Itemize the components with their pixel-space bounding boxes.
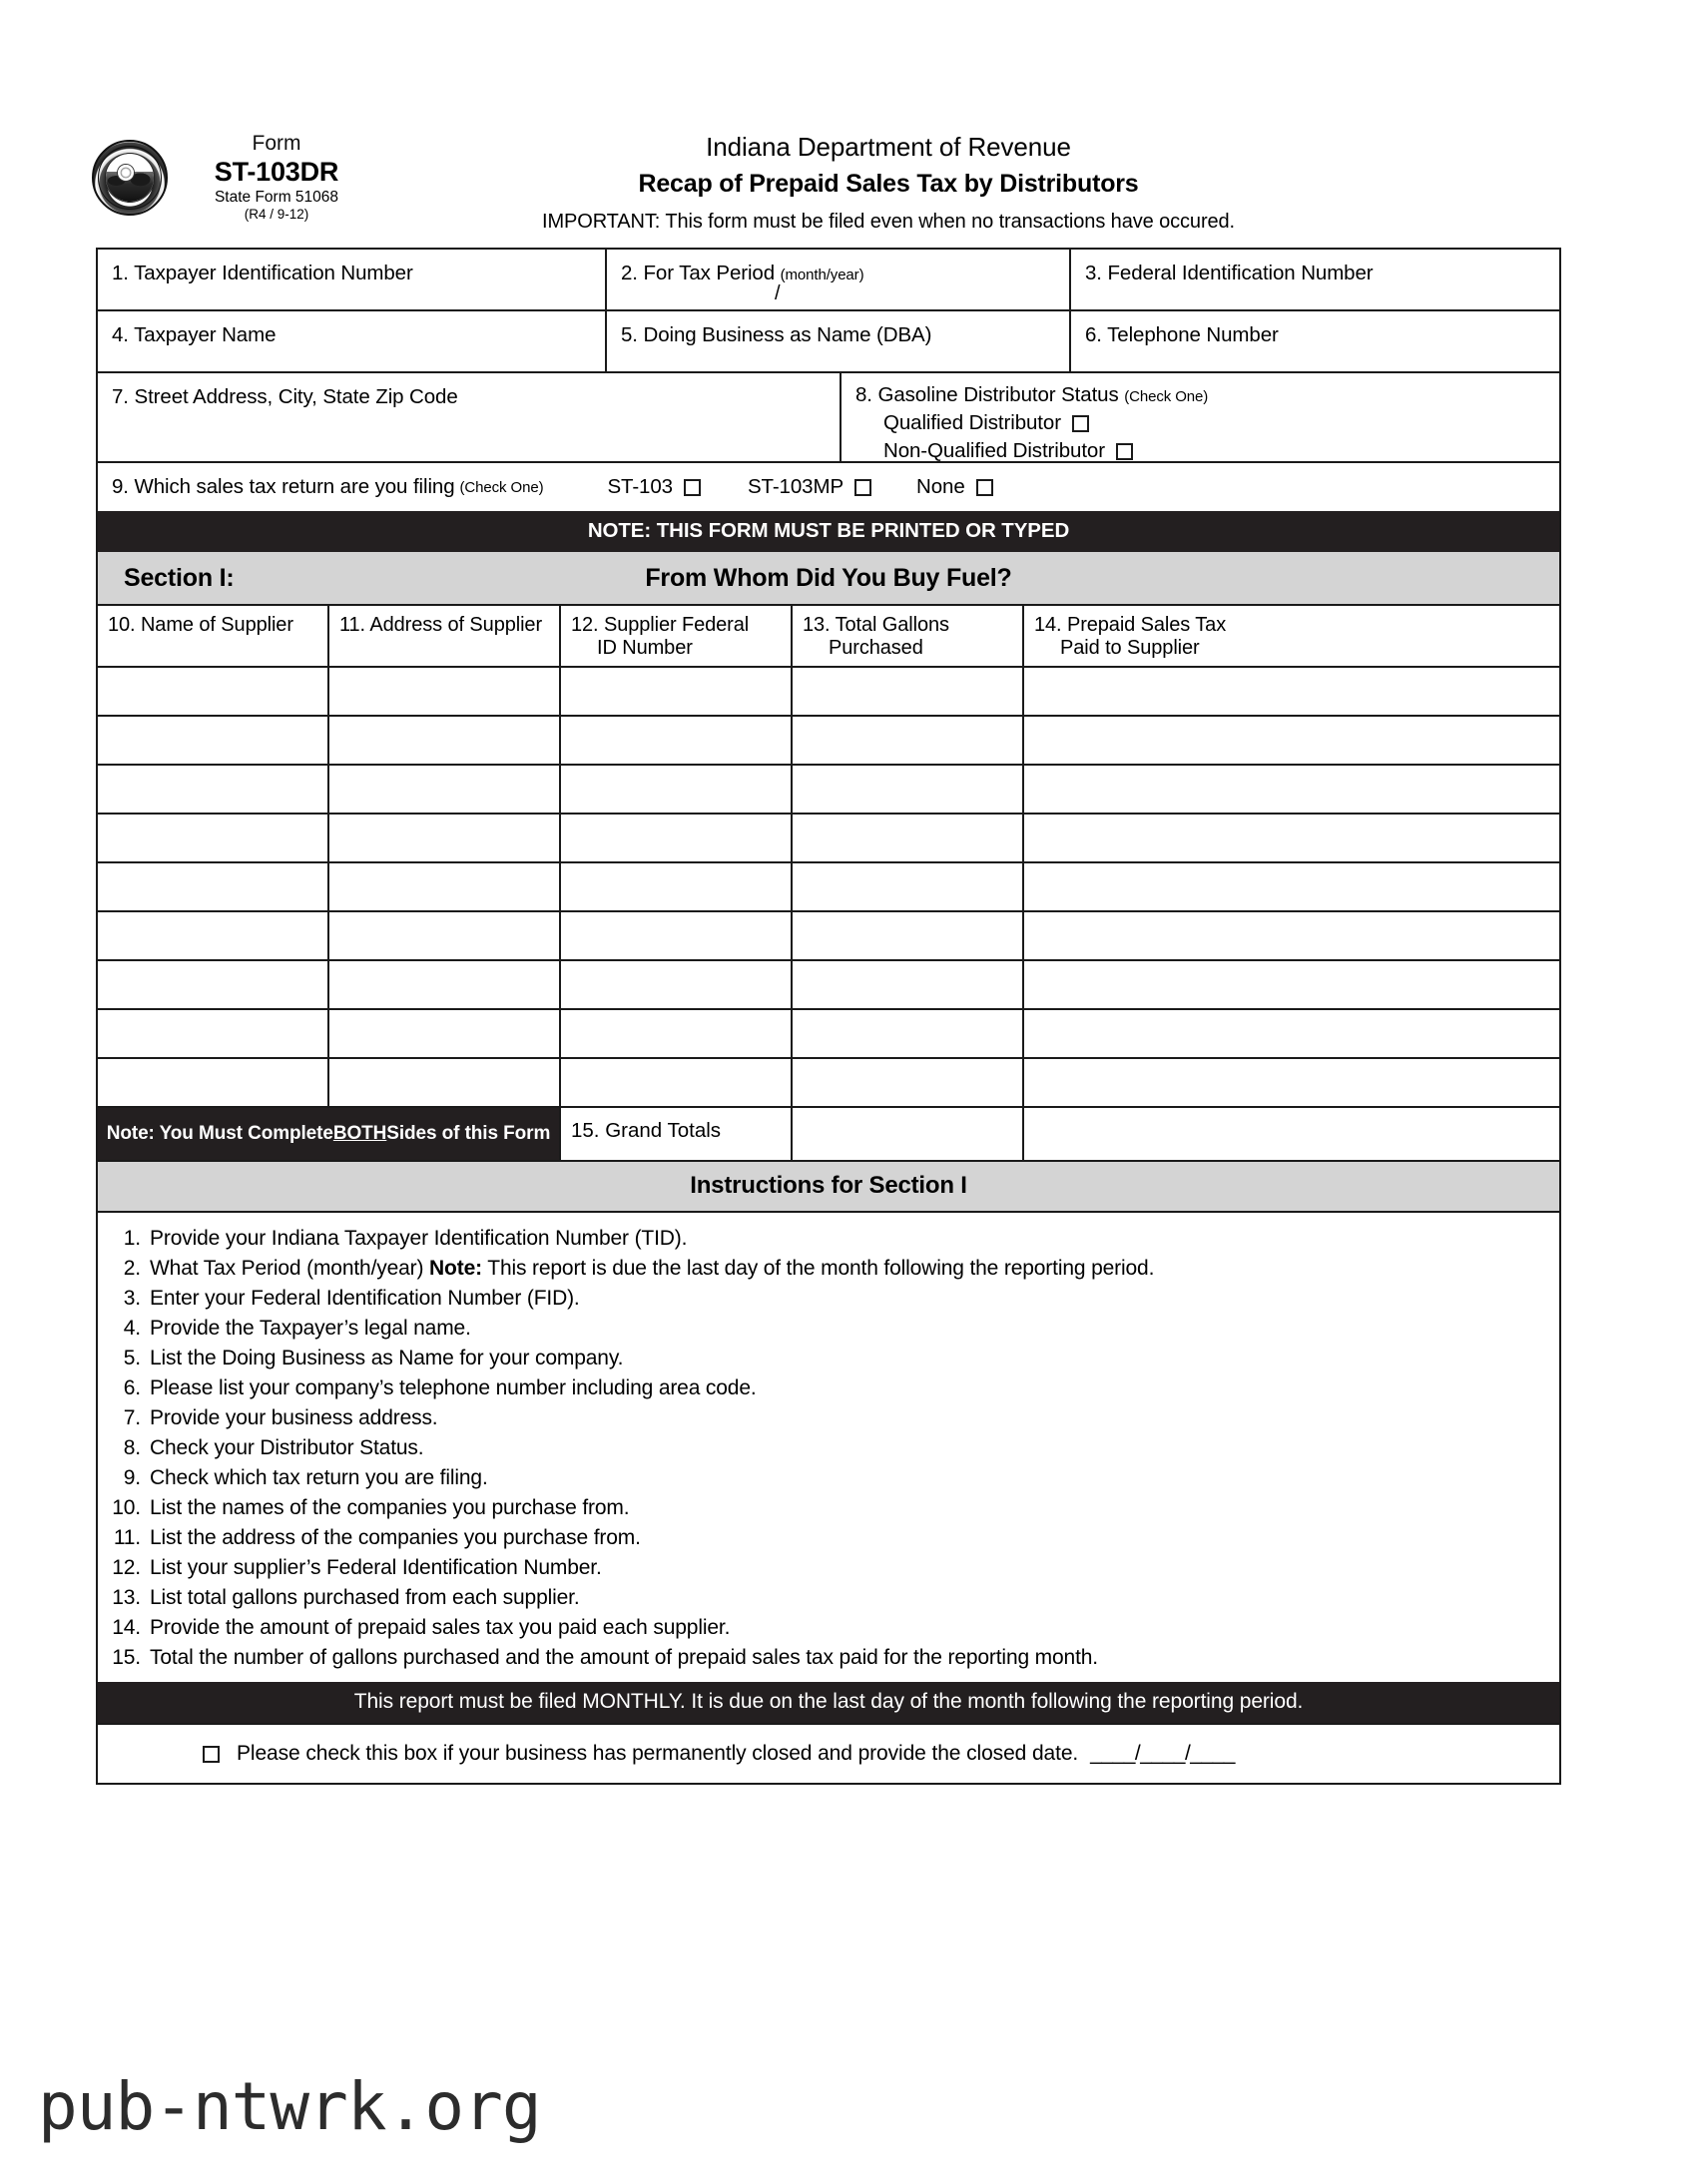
field-gasoline-distributor-status xyxy=(842,373,1559,463)
column-header-prepaid-sales-tax xyxy=(1024,606,1559,666)
seal-inner xyxy=(105,153,155,203)
field-tax-period-slash: / xyxy=(775,282,781,304)
table-cell[interactable] xyxy=(561,668,793,715)
instruction-number: 9. xyxy=(123,1465,141,1489)
instruction-text: List the address of the companies you purchase from. xyxy=(150,1525,641,1549)
closed-business-row[interactable] xyxy=(98,1723,1559,1783)
instruction-item xyxy=(98,1522,1559,1552)
table-cell[interactable] xyxy=(98,717,329,764)
table-row xyxy=(98,861,1559,910)
section-one-title: From Whom Did You Buy Fuel? xyxy=(645,563,1012,592)
field-taxpayer-id[interactable] xyxy=(98,250,607,311)
table-cell[interactable] xyxy=(1024,717,1559,764)
table-cell[interactable] xyxy=(1024,863,1559,910)
instruction-text: What Tax Period (month/year) Note: This report is due the last day of the month following the reporting period. xyxy=(150,1256,1155,1280)
form-row-2 xyxy=(98,311,1559,373)
field-street-address[interactable] xyxy=(98,373,842,463)
instruction-number: 1. xyxy=(123,1226,141,1250)
monthly-filing-bar: This report must be filed MONTHLY. It is due on the last day of the month following the reporting period. xyxy=(98,1682,1559,1723)
option-st103mp[interactable] xyxy=(748,475,871,499)
option-non-qualified-distributor[interactable] xyxy=(855,439,1559,463)
gasoline-status-hint: (Check One) xyxy=(1124,388,1209,405)
table-cell[interactable] xyxy=(98,961,329,1008)
table-cell[interactable] xyxy=(98,668,329,715)
instruction-item xyxy=(98,1552,1559,1582)
which-return-hint: (Check One) xyxy=(459,478,544,496)
instruction-item xyxy=(98,1283,1559,1313)
table-cell[interactable] xyxy=(561,717,793,764)
both-sides-note-emphasis: BOTH xyxy=(332,1123,387,1144)
instruction-item xyxy=(98,1462,1559,1492)
watermark: pub-ntwrk.org xyxy=(38,2068,541,2145)
form-code: ST-103DR xyxy=(214,156,339,187)
checkbox-non-qualified-distributor[interactable] xyxy=(1116,443,1133,460)
instruction-text: List your supplier’s Federal Identification Number. xyxy=(150,1555,602,1579)
table-cell[interactable] xyxy=(561,961,793,1008)
instruction-text: Total the number of gallons purchased and the amount of prepaid sales tax paid for the reporting month. xyxy=(150,1645,1098,1669)
table-cell[interactable] xyxy=(793,815,1024,861)
table-cell[interactable] xyxy=(561,1010,793,1057)
instruction-item xyxy=(98,1432,1559,1462)
printed-or-typed-note-bar: NOTE: THIS FORM MUST BE PRINTED OR TYPED xyxy=(98,511,1559,552)
field-telephone-label: 6. Telephone Number xyxy=(1085,323,1279,346)
closed-date-blanks[interactable]: ____/____/____ xyxy=(1090,1742,1235,1765)
table-cell[interactable] xyxy=(793,668,1024,715)
table-row xyxy=(98,1057,1559,1106)
title-block xyxy=(379,132,1398,234)
instruction-number: 8. xyxy=(123,1435,141,1459)
column-header-text-line2: Purchased xyxy=(829,636,923,659)
table-cell[interactable] xyxy=(793,863,1024,910)
checkbox-business-closed[interactable] xyxy=(203,1746,220,1763)
instruction-text: List the names of the companies you purchase from. xyxy=(150,1495,630,1519)
instruction-number: 6. xyxy=(123,1375,141,1399)
table-cell[interactable] xyxy=(793,1010,1024,1057)
instruction-number: 14. xyxy=(112,1615,141,1639)
complete-both-sides-note xyxy=(98,1108,561,1160)
table-cell[interactable] xyxy=(98,863,329,910)
table-cell[interactable] xyxy=(329,815,561,861)
instruction-text: Enter your Federal Identification Number (FID). xyxy=(150,1286,580,1310)
table-cell[interactable] xyxy=(329,912,561,959)
instructions-list xyxy=(98,1213,1559,1682)
department-name: Indiana Department of Revenue xyxy=(706,132,1071,162)
form-row-1 xyxy=(98,250,1559,311)
gasoline-status-title xyxy=(855,383,1559,407)
table-cell[interactable] xyxy=(1024,1059,1559,1106)
instruction-text: Provide your business address. xyxy=(150,1405,438,1429)
field-taxpayer-name-label: 4. Taxpayer Name xyxy=(112,323,277,346)
instruction-item xyxy=(98,1253,1559,1283)
table-cell[interactable] xyxy=(793,717,1024,764)
checkbox-none[interactable] xyxy=(976,479,993,496)
table-cell[interactable] xyxy=(561,766,793,813)
table-cell[interactable] xyxy=(98,1059,329,1106)
instruction-emphasis: Note: xyxy=(429,1256,482,1280)
instruction-number: 10. xyxy=(112,1495,141,1519)
instruction-text: Provide the Taxpayer’s legal name. xyxy=(150,1316,471,1340)
option-none-label: None xyxy=(916,475,965,498)
instruction-text: Check your Distributor Status. xyxy=(150,1435,424,1459)
field-tax-period-hint: (month/year) xyxy=(780,267,864,283)
form-word-label: Form xyxy=(252,132,301,155)
instruction-number: 13. xyxy=(112,1585,141,1609)
table-cell[interactable] xyxy=(98,1010,329,1057)
table-cell[interactable] xyxy=(793,961,1024,1008)
instruction-text: List the Doing Business as Name for your company. xyxy=(150,1346,624,1369)
important-notice: IMPORTANT: This form must be filed even when no transactions have occured. xyxy=(541,211,1236,233)
column-header-text-line2: Paid to Supplier xyxy=(1060,636,1200,659)
column-header-text: 13. Total Gallons xyxy=(803,614,949,636)
field-street-address-label: 7. Street Address, City, State Zip Code xyxy=(112,385,458,408)
instruction-text: List total gallons purchased from each supplier. xyxy=(150,1585,580,1609)
grand-totals-gallons-cell[interactable] xyxy=(793,1108,1024,1160)
seal-sun-icon xyxy=(118,165,134,181)
table-cell[interactable] xyxy=(793,912,1024,959)
field-federal-id-label: 3. Federal Identification Number xyxy=(1085,262,1374,284)
checkbox-qualified-distributor[interactable] xyxy=(1072,415,1089,432)
instruction-text: Provide your Indiana Taxpayer Identification Number (TID). xyxy=(150,1226,688,1250)
column-header-total-gallons xyxy=(793,606,1024,666)
table-cell[interactable] xyxy=(329,668,561,715)
table-cell[interactable] xyxy=(1024,912,1559,959)
column-header-text-line2: ID Number xyxy=(597,636,693,659)
instruction-number: 3. xyxy=(123,1286,141,1310)
instruction-number: 11. xyxy=(113,1525,141,1549)
instructions-title-bar: Instructions for Section I xyxy=(98,1160,1559,1213)
column-header-text: 14. Prepaid Sales Tax xyxy=(1034,614,1227,636)
table-cell[interactable] xyxy=(329,1059,561,1106)
option-st103-label: ST-103 xyxy=(607,475,673,498)
table-cell[interactable] xyxy=(329,1010,561,1057)
instruction-number: 15. xyxy=(112,1645,141,1669)
column-header-name-of-supplier xyxy=(98,606,329,666)
table-cell[interactable] xyxy=(329,961,561,1008)
instruction-item xyxy=(98,1313,1559,1343)
field-taxpayer-id-label: 1. Taxpayer Identification Number xyxy=(112,262,413,284)
section-one-label: Section I: xyxy=(124,563,235,592)
instruction-text: Provide the amount of prepaid sales tax you paid each supplier. xyxy=(150,1615,731,1639)
option-qualified-distributor[interactable] xyxy=(855,411,1559,435)
instruction-text: Check which tax return you are filing. xyxy=(150,1465,488,1489)
option-st103mp-label: ST-103MP xyxy=(747,475,844,498)
field-dba-name-label: 5. Doing Business as Name (DBA) xyxy=(621,323,932,346)
state-form-number: State Form 51068 xyxy=(214,188,339,206)
table-cell[interactable] xyxy=(1024,668,1559,715)
form-header xyxy=(0,62,1688,233)
checkbox-st103[interactable] xyxy=(684,479,701,496)
table-row xyxy=(98,764,1559,813)
closed-business-label: Please check this box if your business has permanently closed and provide the closed date. xyxy=(237,1742,1079,1765)
table-row xyxy=(98,666,1559,715)
page-title: Recap of Prepaid Sales Tax by Distributors xyxy=(638,170,1139,198)
table-cell[interactable] xyxy=(329,766,561,813)
table-cell[interactable] xyxy=(1024,1010,1559,1057)
both-sides-note-pre: Note: You Must Complete xyxy=(106,1123,333,1144)
table-row xyxy=(98,715,1559,764)
instruction-text: Please list your company’s telephone number including area code. xyxy=(150,1375,757,1399)
field-taxpayer-name[interactable] xyxy=(98,311,607,373)
form-row-3 xyxy=(98,373,1559,463)
instruction-item xyxy=(98,1492,1559,1522)
field-tax-period-label: 2. For Tax Period xyxy=(621,262,776,284)
table-cell[interactable] xyxy=(561,912,793,959)
table-cell[interactable] xyxy=(561,1059,793,1106)
instruction-number: 7. xyxy=(123,1405,141,1429)
option-qualified-distributor-label: Qualified Distributor xyxy=(883,411,1061,434)
instruction-item xyxy=(98,1343,1559,1372)
option-st103[interactable] xyxy=(607,475,701,499)
table-cell[interactable] xyxy=(561,863,793,910)
form-body xyxy=(96,248,1561,1785)
instruction-number: 4. xyxy=(123,1316,141,1340)
which-return-label: 9. Which sales tax return are you filing xyxy=(112,475,455,498)
instruction-number: 12. xyxy=(112,1555,141,1579)
table-cell[interactable] xyxy=(98,766,329,813)
field-dba-name[interactable] xyxy=(607,311,1071,373)
table-cell[interactable] xyxy=(329,863,561,910)
form-row-4 xyxy=(98,463,1559,511)
column-header-supplier-federal-id xyxy=(561,606,793,666)
column-header-text: 10. Name of Supplier xyxy=(108,614,293,636)
instruction-item xyxy=(98,1582,1559,1612)
gasoline-status-label: 8. Gasoline Distributor Status xyxy=(855,383,1119,406)
both-sides-note-post: Sides of this Form xyxy=(386,1123,551,1144)
field-which-sales-tax-return xyxy=(98,463,1559,511)
instruction-number: 5. xyxy=(123,1346,141,1369)
table-cell[interactable] xyxy=(1024,961,1559,1008)
grand-totals-tax-cell[interactable] xyxy=(1024,1108,1559,1160)
which-return-options xyxy=(543,475,992,499)
option-non-qualified-distributor-label: Non-Qualified Distributor xyxy=(883,439,1105,462)
column-header-address-of-supplier xyxy=(329,606,561,666)
instruction-item xyxy=(98,1372,1559,1402)
grand-totals-row xyxy=(98,1106,1559,1160)
table-cell[interactable] xyxy=(98,912,329,959)
table-row xyxy=(98,959,1559,1008)
instruction-item xyxy=(98,1612,1559,1642)
table-cell[interactable] xyxy=(793,1059,1024,1106)
supplier-table-rows xyxy=(98,666,1559,1106)
form-revision: (R4 / 9-12) xyxy=(244,207,309,223)
indiana-state-seal-icon xyxy=(92,140,168,216)
table-cell[interactable] xyxy=(1024,766,1559,813)
supplier-table xyxy=(98,606,1559,1160)
table-row xyxy=(98,910,1559,959)
column-header-text: 12. Supplier Federal xyxy=(571,614,750,636)
table-cell[interactable] xyxy=(329,717,561,764)
table-row xyxy=(98,1008,1559,1057)
column-header-text: 11. Address of Supplier xyxy=(339,614,543,636)
grand-totals-label: 15. Grand Totals xyxy=(561,1108,793,1160)
table-cell[interactable] xyxy=(1024,815,1559,861)
field-federal-id[interactable] xyxy=(1071,250,1559,311)
checkbox-st103mp[interactable] xyxy=(854,479,871,496)
instruction-number: 2. xyxy=(123,1256,141,1280)
supplier-table-header xyxy=(98,606,1559,666)
instruction-item xyxy=(98,1223,1559,1253)
instruction-item xyxy=(98,1402,1559,1432)
instruction-item xyxy=(98,1642,1559,1672)
table-cell[interactable] xyxy=(561,815,793,861)
form-identifier-block xyxy=(182,132,371,222)
table-cell[interactable] xyxy=(98,815,329,861)
field-tax-period[interactable] xyxy=(607,250,1071,311)
table-cell[interactable] xyxy=(793,766,1024,813)
table-row xyxy=(98,813,1559,861)
option-none[interactable] xyxy=(916,475,993,499)
section-one-bar xyxy=(98,552,1559,606)
field-telephone[interactable] xyxy=(1071,311,1559,373)
